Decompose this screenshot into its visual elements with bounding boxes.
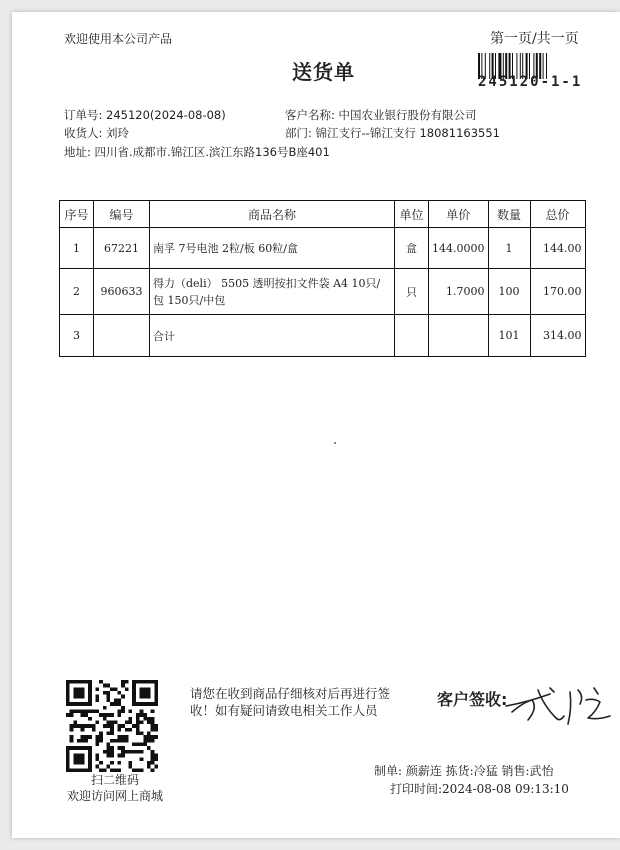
cell-unit bbox=[395, 315, 429, 357]
barcode-number: 245120-1-1 bbox=[478, 74, 583, 90]
header-qty: 数量 bbox=[488, 201, 530, 228]
header-code: 编号 bbox=[94, 201, 150, 228]
cell-unit: 只 bbox=[395, 269, 429, 315]
table-row-total bbox=[60, 315, 586, 357]
receiver-value: 刘玲 bbox=[106, 126, 130, 140]
receipt-notice: 请您在收到商品仔细核对后再进行签收！如有疑问请致电相关工作人员 bbox=[190, 686, 391, 718]
table-row bbox=[60, 228, 586, 269]
cell-code: 67221 bbox=[94, 228, 150, 269]
order-number-value: 245120(2024-08-08) bbox=[106, 108, 226, 122]
order-number-field bbox=[64, 107, 226, 123]
cell-code: 960633 bbox=[94, 269, 150, 315]
handwritten-signature bbox=[498, 672, 618, 732]
qr-caption-line-2: 欢迎访问网上商城 bbox=[66, 789, 163, 803]
header-unit: 单位 bbox=[395, 201, 429, 228]
header-name: 商品名称 bbox=[150, 201, 395, 228]
qr-code-icon bbox=[66, 680, 158, 772]
cell-name: 合计 bbox=[150, 315, 395, 357]
customer-sign-label: 客户签收: bbox=[437, 690, 508, 709]
goods-table bbox=[59, 200, 586, 357]
cell-qty: 1 bbox=[488, 228, 530, 269]
welcome-text: 欢迎使用本公司产品 bbox=[64, 32, 173, 46]
order-number-label: 订单号: bbox=[64, 108, 103, 122]
cell-price: 144.0000 bbox=[429, 228, 489, 269]
customer-field bbox=[285, 107, 477, 123]
page-title: 送货单 bbox=[292, 60, 355, 84]
qr-caption-line-1: 扫二维码 bbox=[90, 773, 139, 787]
header-total: 总价 bbox=[530, 201, 585, 228]
receiver-field bbox=[64, 125, 129, 141]
customer-label: 客户名称: bbox=[285, 108, 335, 122]
header-price: 单价 bbox=[429, 201, 489, 228]
delivery-note-page bbox=[12, 12, 620, 838]
cell-seq: 1 bbox=[60, 228, 94, 269]
cell-unit: 盒 bbox=[395, 228, 429, 269]
cell-name: 南孚 7号电池 2粒/板 60粒/盒 bbox=[150, 228, 395, 269]
cell-qty: 100 bbox=[488, 269, 530, 315]
goods-table-wrapper bbox=[59, 200, 586, 357]
cell-qty: 101 bbox=[488, 315, 530, 357]
customer-value: 中国农业银行股份有限公司 bbox=[338, 108, 477, 122]
department-label: 部门: bbox=[285, 126, 312, 140]
department-field bbox=[285, 125, 500, 141]
cell-code bbox=[94, 315, 150, 357]
cell-seq: 2 bbox=[60, 269, 94, 315]
cell-price: 1.7000 bbox=[429, 269, 489, 315]
page-info: 第一页/共一页 bbox=[490, 31, 579, 47]
address-field bbox=[64, 144, 330, 160]
speck-mark bbox=[334, 442, 336, 444]
cell-price bbox=[429, 315, 489, 357]
staff-info: 制单: 颜薪连 拣货:冷猛 销售:武怡 bbox=[374, 764, 554, 778]
cell-total: 314.00 bbox=[530, 315, 585, 357]
cell-name: 得力（deli） 5505 透明按扣文件袋 A4 10只/包 150只/中包 bbox=[150, 269, 395, 315]
receiver-label: 收货人: bbox=[64, 126, 103, 140]
header-seq: 序号 bbox=[60, 201, 94, 228]
print-time: 打印时间:2024-08-08 09:13:10 bbox=[390, 782, 569, 796]
department-value: 锦江支行--锦江支行 18081163551 bbox=[315, 126, 500, 140]
address-label: 地址: bbox=[64, 145, 91, 159]
table-row bbox=[60, 269, 586, 315]
address-value: 四川省.成都市.锦江区.滨江东路136号B座401 bbox=[94, 145, 330, 159]
table-header-row bbox=[60, 201, 586, 228]
cell-seq: 3 bbox=[60, 315, 94, 357]
qr-caption bbox=[60, 772, 170, 804]
cell-total: 170.00 bbox=[530, 269, 585, 315]
cell-total: 144.00 bbox=[530, 228, 585, 269]
